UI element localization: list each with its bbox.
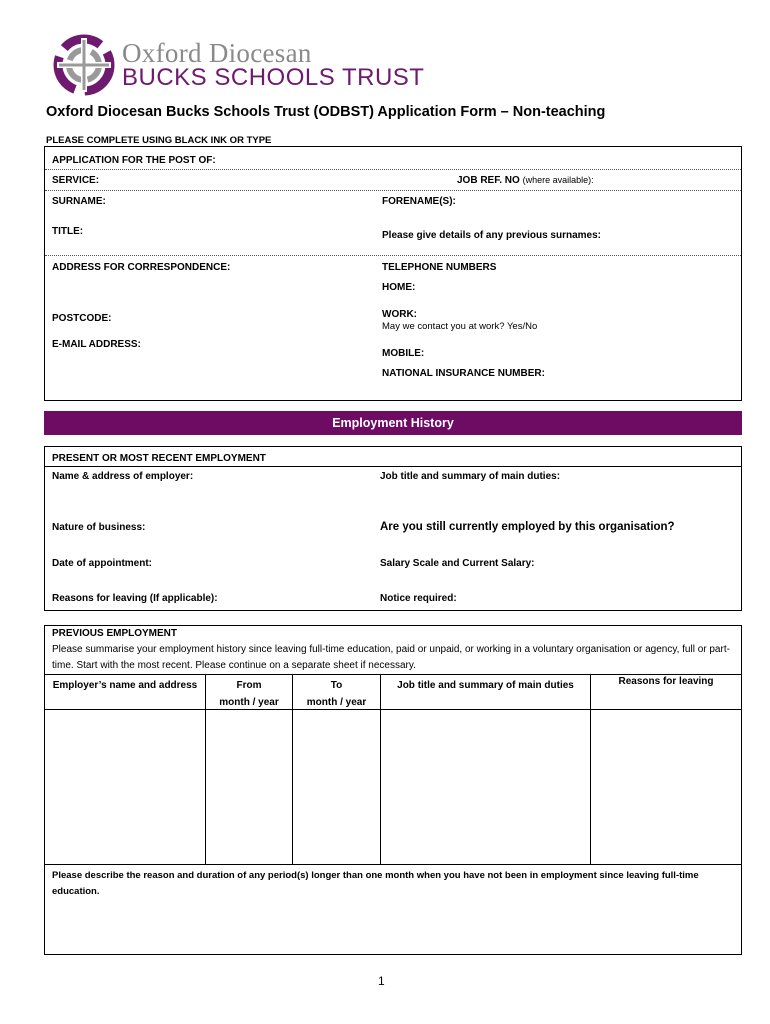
table-header-border [45, 709, 741, 710]
still-employed-label: Are you still currently employed by this organisation? [380, 521, 675, 533]
previous-employment-heading: PREVIOUS EMPLOYMENT [52, 628, 178, 639]
home-phone-label: HOME: [382, 282, 416, 293]
postcode-label: POSTCODE: [52, 313, 112, 324]
column-header-job: Job title and summary of main duties [397, 680, 574, 691]
forenames-label: FORENAME(S): [382, 196, 456, 207]
mobile-phone-label: MOBILE: [382, 348, 425, 359]
column-divider [380, 675, 381, 864]
title-label: TITLE: [52, 226, 84, 237]
job-ref-note: (where available): [522, 175, 594, 185]
logo-text-line1: Oxford Diocesan [122, 38, 312, 68]
divider [45, 255, 741, 256]
salary-label: Salary Scale and Current Salary: [380, 558, 535, 569]
employment-gaps-question: Please describe the reason and duration of any period(s) longer than one month when you have not been in employment since leaving full-time education. [52, 870, 699, 897]
page-title: Oxford Diocesan Bucks Schools Trust (ODBST) Application Form – Non-teaching [46, 104, 606, 120]
work-phone-label: WORK: [382, 309, 417, 320]
appointment-date-label: Date of appointment: [52, 558, 152, 569]
column-header-employer: Employer’s name and address [52, 680, 198, 691]
column-header-reasons: Reasons for leaving [618, 676, 714, 687]
previous-employment-instructions: Please summarise your employment history since leaving full-time education, paid or unpaid, or working in a voluntary organisation or agency, full or part-time. Start with the most recent. Please continue on a separate sheet if necessary. [52, 644, 730, 671]
instruction-text: PLEASE COMPLETE USING BLACK INK OR TYPE [46, 135, 272, 146]
job-ref-text: JOB REF. NO [457, 175, 520, 186]
service-label: SERVICE: [52, 175, 100, 186]
table-top-border [45, 674, 741, 675]
column-header-from: From [236, 680, 262, 691]
column-divider [590, 675, 591, 864]
divider [45, 169, 741, 170]
address-label: ADDRESS FOR CORRESPONDENCE: [52, 262, 231, 273]
logo-text-line2: BUCKS SCHOOLS TRUST [122, 64, 425, 91]
work-contact-note: May we contact you at work? Yes/No [382, 321, 538, 332]
job-title-label: Job title and summary of main duties: [380, 471, 561, 482]
ni-number-label: NATIONAL INSURANCE NUMBER: [382, 368, 545, 379]
employment-history-header: Employment History [44, 411, 742, 435]
nature-of-business-label: Nature of business: [52, 522, 146, 533]
divider [45, 466, 741, 467]
personal-details-box [44, 146, 742, 401]
table-bottom-border [45, 864, 741, 865]
surname-label: SURNAME: [52, 196, 106, 207]
employer-label: Name & address of employer: [52, 471, 194, 482]
reasons-leaving-label: Reasons for leaving (If applicable): [52, 593, 218, 604]
email-label: E-MAIL ADDRESS: [52, 339, 141, 350]
notice-label: Notice required: [380, 593, 457, 604]
job-ref-label [457, 175, 594, 186]
column-header-to-sub: month / year [306, 697, 367, 708]
divider [45, 190, 741, 191]
present-employment-heading: PRESENT OR MOST RECENT EMPLOYMENT [52, 453, 266, 464]
previous-surnames-label: Please give details of any previous surnames: [382, 230, 601, 241]
page-number: 1 [378, 974, 385, 988]
trust-logo-icon [52, 34, 116, 96]
telephone-label: TELEPHONE NUMBERS [382, 262, 497, 273]
post-of-label: APPLICATION FOR THE POST OF: [52, 155, 216, 166]
column-header-to: To [330, 680, 343, 691]
column-header-from-sub: month / year [219, 697, 279, 708]
